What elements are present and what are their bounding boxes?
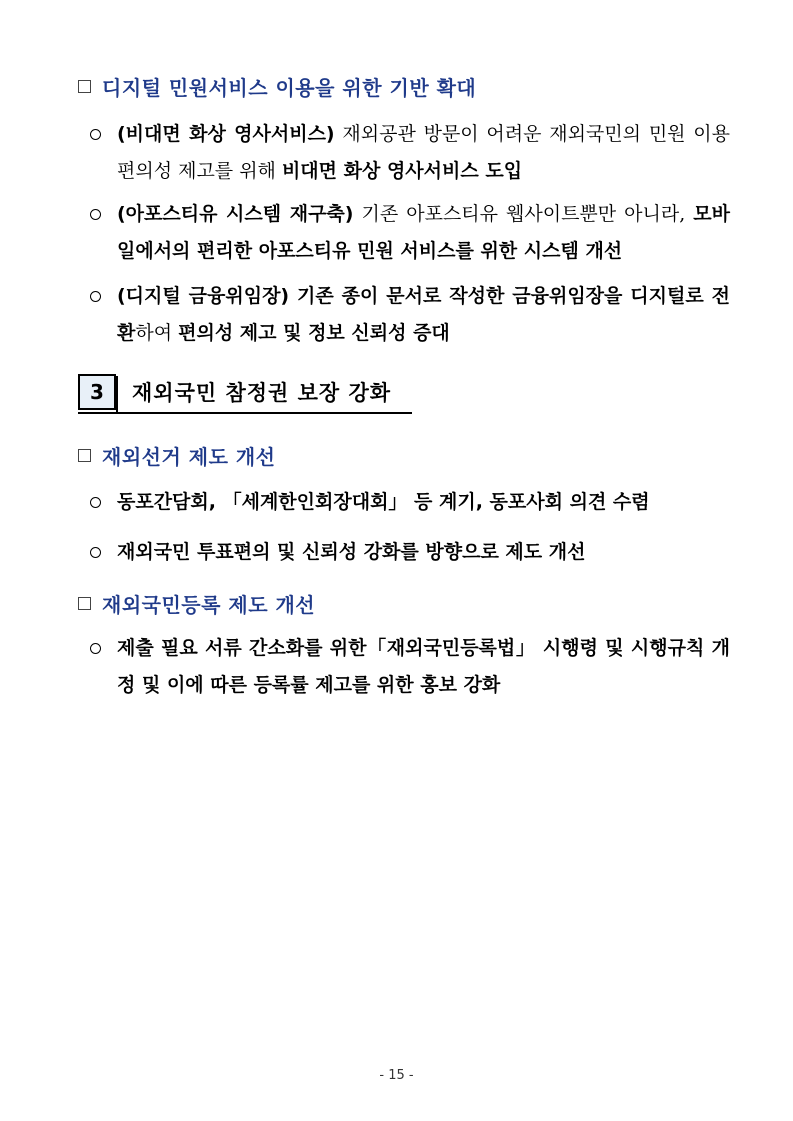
circle-bullet-icon bbox=[90, 497, 101, 508]
list-item bbox=[90, 534, 730, 571]
page-number: - 15 - bbox=[379, 1068, 414, 1083]
item-text: 동포간담회, 「세계한인회장대회」 등 계기, 동포사회 의견 수렴 bbox=[117, 491, 650, 513]
section-title: 재외선거 제도 개선 bbox=[102, 445, 276, 469]
item-highlight: 모바일에서의 편리한 아포스티유 민원 서비스를 위한 시스템 개선 bbox=[117, 203, 731, 262]
section-title: 디지털 민원서비스 이용을 위한 기반 확대 bbox=[102, 76, 477, 100]
section-heading-digital-services bbox=[78, 72, 476, 101]
square-bullet-icon bbox=[78, 80, 91, 93]
section-title: 재외국민등록 제도 개선 bbox=[102, 593, 316, 617]
item-text: 재외공관 방문이 어려운 재외국민의 민원 이용 편의성 제고를 위해 bbox=[117, 123, 731, 182]
item-highlight: 비대면 화상 영사서비스 도입 bbox=[281, 160, 523, 182]
item-text: 재외국민 투표편의 및 신뢰성 강화를 방향으로 제도 개선 bbox=[117, 541, 586, 563]
item-text: 하여 bbox=[135, 322, 179, 344]
list-item bbox=[90, 278, 730, 352]
item-heading: (아포스티유 시스템 재구축) bbox=[117, 203, 354, 225]
circle-bullet-icon bbox=[90, 129, 101, 140]
circle-bullet-icon bbox=[90, 209, 101, 220]
chapter-number: 3 bbox=[78, 374, 116, 410]
list-item bbox=[90, 630, 730, 704]
chapter-heading bbox=[78, 372, 412, 414]
item-text: 기존 아포스티유 웹사이트뿐만 아니라, bbox=[353, 203, 694, 225]
circle-bullet-icon bbox=[90, 643, 101, 654]
circle-bullet-icon bbox=[90, 291, 101, 302]
list-item bbox=[90, 196, 730, 270]
item-highlight: 편의성 제고 및 정보 신뢰성 증대 bbox=[178, 322, 450, 344]
square-bullet-icon bbox=[78, 597, 91, 610]
item-text: 제출 필요 서류 간소화를 위한「재외국민등록법」 시행령 및 시행규칙 개정 및 이에 따른 등록률 제고를 위한 홍보 강화 bbox=[117, 637, 730, 696]
item-highlight-mid: 기존 종이 문서로 작성한 금융위임장을 디지털로 전환 bbox=[117, 285, 730, 344]
chapter-title: 재외국민 참정권 보장 강화 bbox=[116, 372, 391, 412]
item-heading: (디지털 금융위임장) bbox=[117, 285, 290, 307]
list-item bbox=[90, 116, 730, 190]
square-bullet-icon bbox=[78, 449, 91, 462]
item-heading: (비대면 화상 영사서비스) bbox=[117, 123, 335, 145]
list-item bbox=[90, 484, 730, 521]
circle-bullet-icon bbox=[90, 547, 101, 558]
section-heading-overseas-election bbox=[78, 441, 276, 470]
section-heading-registration bbox=[78, 589, 315, 618]
